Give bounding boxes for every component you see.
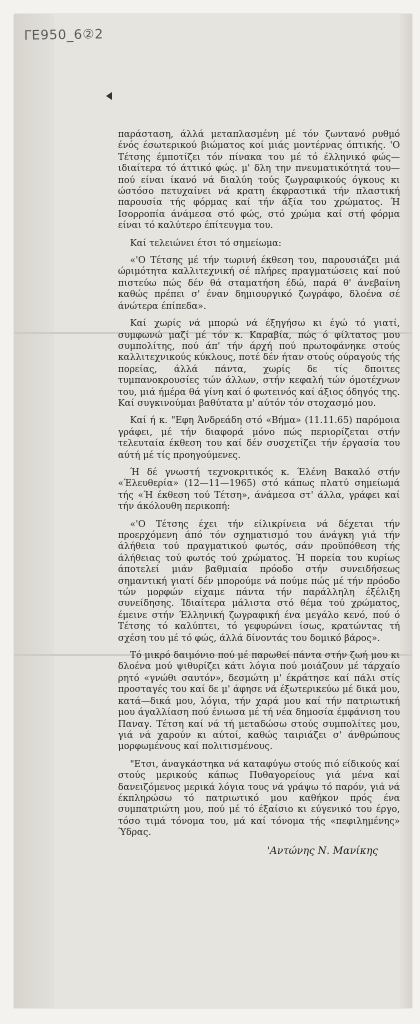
column-marker-icon	[106, 92, 112, 100]
clipping-left-edge	[14, 14, 54, 1008]
author-signature: 'Αντώνης Ν. Μανίκης	[267, 845, 378, 857]
article-quote: «'Ο Τέτσης μέ τήν τωρινή έκθεση του, παρουσιάζει μιά ώριμότητα καλλιτεχνική σέ πλήρες πραγματώσεις καί πού πιστεύω πώς δέν θά σταματήση έδώ, παρά θ' άνεβαίνη καθώς πρέπει σ' έναν δημιουργικό ζωγράφο, δλοένα σέ άνώτερα έπίπεδα».	[118, 256, 400, 312]
article-paragraph: Καί ή κ. "Εφη Άνδρεάδη στό «Βήμα» (11.11.65) παρόμοια γράφει, μέ τήν διαφορά μόνο πώς περιορίζεται στήν τελευταία έκθεση του καί δέν συσχετίζει τήν έργασία του αύτή μέ τίς προηγούμενες.	[118, 416, 400, 461]
article-paragraph: "Ετσι, άναγκάστηκα νά καταφύγω στούς πιό είδικούς καί στούς μερικούς κάπως Πυθαγορείους γιά μένα καί δανειζόμενος μερικά λόγια τους νά γράψω τό παρόν, γιά νά έκπληρώσω τό πατριωτικό μου καθήκον πρός ένα συμπατριώτη μου, πού μέ τό έξαίσιο κι εύγενικό του έργο, τόσο τιμά τόνομα του, μά καί τόνομα τής «πεφιλημένης» Ύδρας.	[118, 759, 400, 839]
article-quote: «'Ο Τέτσης έχει τήν είλικρίνεια νά δέχεται τήν προερχόμενη άπό τόν σχηματισμό του άνάγκη γιά τήν άλήθεια τού πραγματικού φωτός, σάν προϋπόθεση τής άλήθειας τού φωτός τού χρώματος. Ή πορεία του κυρίως άποτελεί μιάν βαθμιαία πρόοδο στήν συνειδήσεως σημαντική γιατί δέν μπορούμε νά πούμε πώς μέ τήν πρόοδο τών μορφών είχαμε πάντα τήν παράλληλη έξέλιξη συνείδησης. Ίδιαίτερα μάλιστα στό θέμα τού χρώματος, έμεινε στήν Έλληνική ζωγραφική ένα μεγάλο κενό, πού ό Τέτσης τό καλύπτει, τό γεφυρώνει ίσως, κρατώντας τή σχέση του μέ τό φώς, άλλά δίνοντάς του δομικό βάρος».	[118, 519, 400, 644]
newspaper-clipping	[14, 14, 412, 1008]
article-paragraph: παράσταση, άλλά μεταπλασμένη μέ τόν ζωντανό ρυθμό ένός έσωτερικού βιώματος κοί μιάς μοντέρνας όπτικής. 'Ο Τέτσης έμποτίζει τόν πίνακα του μέ τό έλληνικό φώς—ιδιαίτερα τό άττικό φώς. μ' δλη την πνευματικότητά του—πού είναι ίκανό νά διαλύη τούς ζωγραφικούς όγκους κι ώστόσο πετυχαίνει νά κρατη έκφραστικά τήν πλαστική παρουσία τής φόρμας καί τήν άξία του χρώματος. Ή Ισορροπία άνάμεσα στό φώς, στό χρώμα καί στή φόρμα είναι τό καλύτερο έπίτευγμα του.	[118, 130, 400, 232]
article-paragraph: Ή δέ γνωστή τεχνοκριτικός κ. Έλένη Βακαλό στήν «Έλευθερία» (12—11—1965) στό κάπως πλατύ σημείωμά τής «Ή έκθεση τού Τέτση», άνάμεσα στ' άλλα, γράφει καί τήν άκόλουθη περικοπή:	[118, 467, 400, 513]
archive-code: ΓΕ950_6②2	[23, 27, 104, 44]
article-paragraph: Καί χωρίς νά μπορώ νά έξηγήσω κι έγώ τό γιατί, συμφωνώ μαζί μέ τόν κ. Καραβία, πώς ό φίλτατος μου συμπολίτης, πού άπ' τήν άρχή πού πρωτοφάνηκε στούς καλλιτεχνικούς κύκλους, ποτέ δέν ήταν στούς ούραγούς τής πορείας, άλλά πάντα, χωρίς δε τίς δποιτες τυμπανοκρουσίες τών άλλων, στήν κεφαλή τών όμοτέχνων του, μιά ήμέρα θά γίνη καί ό φωτεινός καί άξιος όδηγός της. Καί συγκινούμαι βαθύτατα μ' αύτόν τόν στοχασμό μου.	[118, 319, 400, 409]
article-body	[118, 130, 400, 857]
article-paragraph: Καί τελειώνει έτσι τό σημείωμα:	[130, 238, 282, 249]
article-paragraph: Τό μικρό δαιμόνιο πού μέ παρωθεί πάντα στήν ζωή μου κι δλοένα μού ψιθυρίζει κάτι λόγια πού μοιάζουν μέ τάρχαίο ρητό «γνώθι σαυτόν», δεσμώτη μ' έκράτησε καί πάλι στίς προσταγές του καί δε μ' άφησε νά έξωτερικεύω μέ δικά μου, κατά—δικά μου, λόγια, τήν χαρά μου καί τήν πατριωτική μου άγαλλίαση πού ένιωσα μέ τή νέα δημοσία έμφάνιση του Παναγ. Τέτση καί νά τή μεταδώσω στούς συμπολίτες μου, γιά νά χαρούν κι αύτοί, καθώς ταιριάζει σ' άνθρώπους μορφωμένους καί πολιτισμένους.	[118, 651, 400, 753]
clipping-right-edge	[400, 14, 412, 1008]
